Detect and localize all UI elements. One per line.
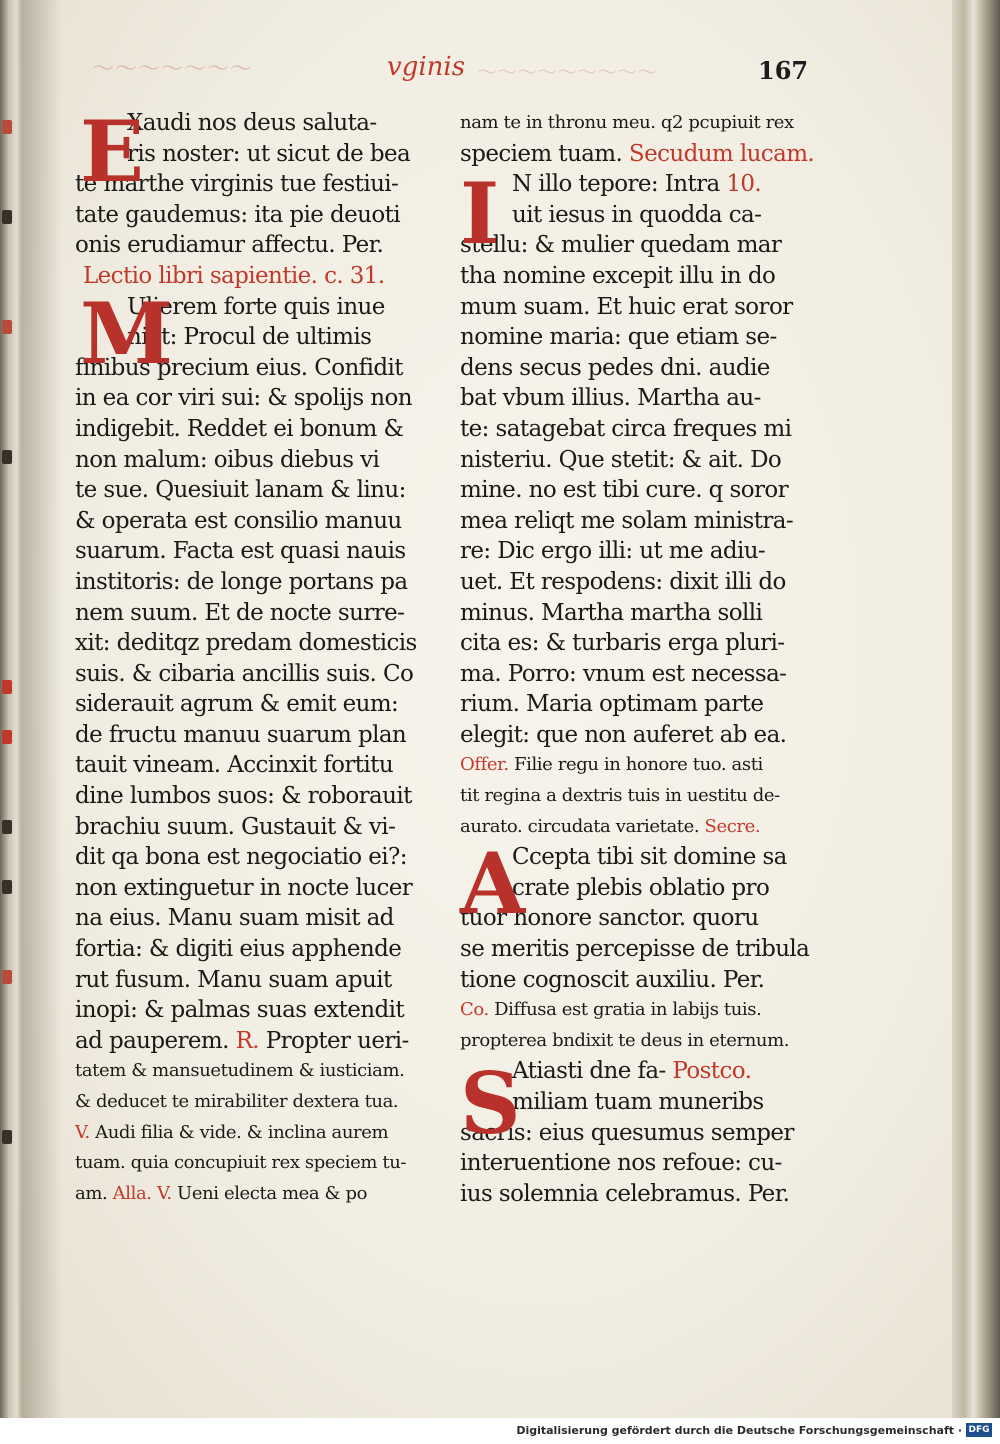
text-line: Co. Diffusa est gratia in labijs tuis. [460, 999, 762, 1021]
text-line: nam te in thronu meu. q2 pcupiuit rex [460, 112, 794, 133]
text-line: institoris: de longe portans pa [75, 568, 408, 595]
text-line: interuentione nos refoue: cu- [460, 1150, 782, 1177]
text-line: tatem & mansuetudinem & iusticiam. [75, 1060, 405, 1082]
left-page-rubric-marks [2, 120, 18, 1270]
header-bleed-through: 〜〜〜〜〜〜〜 [92, 57, 254, 82]
text-line: in ea cor viri sui: & spolijs non [75, 385, 412, 412]
text-line: minus. Martha martha solli [460, 599, 763, 626]
text-line: suarum. Facta est quasi nauis [75, 538, 406, 565]
text-line: tauit vineam. Accinxit fortitu [75, 752, 394, 779]
text-line: Xaudi nos deus saluta- [127, 110, 377, 136]
text-line: indigebit. Reddet ei bonum & [75, 415, 404, 442]
text-line: aurato. circudata varietate. Secre. [460, 815, 761, 837]
text-line: Atiasti dne fa- Postco. [512, 1058, 752, 1085]
rubric-heading: Lectio libri sapientie. c. 31. [83, 262, 385, 289]
text-line: xit: deditqz predam domesticis [75, 630, 417, 657]
text-line: elegit: que non auferet ab ea. [460, 721, 787, 748]
text-line: ma. Porro: vnum est necessa- [460, 660, 787, 687]
text-line: Ccepta tibi sit domine sa [512, 844, 787, 871]
right-text-column [460, 108, 830, 1209]
left-text-column [75, 102, 435, 1209]
text-line: tuor honore sanctor. quoru [460, 905, 759, 932]
text-line: nomine maria: que etiam se- [460, 324, 777, 351]
text-line: uet. Et respodens: dixit illi do [460, 568, 786, 595]
text-line: se meritis percepisse de tribula [460, 936, 810, 963]
header-bleed-through-right: 〜〜〜〜〜〜〜〜〜 [477, 60, 657, 84]
decorated-initial: E [80, 102, 145, 201]
text-line: non extinguetur in nocte lucer [75, 874, 413, 901]
decorated-initial: A [460, 834, 526, 933]
text-line: ris noster: ut sicut de bea [127, 140, 411, 167]
decorated-initial: M [80, 284, 173, 383]
text-line: onis erudiamur affectu. Per. [75, 232, 384, 259]
text-line: ad pauperem. R. Propter ueri- [75, 1027, 409, 1054]
text-line: stellu: & mulier quedam mar [460, 232, 782, 259]
text-line: na eius. Manu suam misit ad [75, 905, 394, 932]
dfg-logo-icon: DFG [966, 1423, 992, 1437]
text-line: siderauit agrum & emit eum: [75, 691, 399, 718]
text-line: tha nomine excepit illu in do [460, 262, 776, 289]
footer-credit: Digitalisierung gefördert durch die Deutsche Forschungsgemeinschaft · [516, 1424, 962, 1437]
gutter-shadow [22, 0, 62, 1418]
text-line: dine lumbos suos: & roborauit [75, 783, 412, 810]
page-number: 167 [758, 56, 809, 85]
text-line: te marthe virginis tue festiui- [75, 171, 399, 198]
text-line: suis. & cibaria ancillis suis. Co [75, 660, 414, 687]
text-line: rut fusum. Manu suam apuit [75, 966, 392, 993]
text-line: tate gaudemus: ita pie deuoti [75, 201, 401, 228]
text-line: de fructu manuu suarum plan [75, 721, 407, 748]
text-line: tione cognoscit auxiliu. Per. [460, 966, 765, 993]
text-line: tit regina a dextris tuis in uestitu de- [460, 785, 780, 807]
text-line: brachiu suum. Gustauit & vi- [75, 813, 396, 840]
book-page [22, 0, 954, 1418]
text-line: bat vbum illius. Martha au- [460, 385, 761, 412]
decorated-initial: S [460, 1054, 521, 1153]
text-line: non malum: oibus diebus vi [75, 446, 380, 473]
text-line: fortia: & digiti eius apphende [75, 936, 402, 963]
text-line: te sue. Quesiuit lanam & linu: [75, 477, 406, 504]
text-line: nisteriu. Que stetit: & ait. Do [460, 446, 782, 473]
text-line: & deducet te mirabiliter dextera tua. [75, 1091, 399, 1112]
text-line: sacris: eius quesumus semper [460, 1119, 794, 1146]
text-line: dens secus pedes dni. audie [460, 354, 770, 381]
text-line: cita es: & turbaris erga pluri- [460, 630, 785, 657]
running-header-title: vginis [387, 52, 466, 82]
text-line: te: satagebat circa freques mi [460, 415, 792, 442]
text-line: speciem tuam. Secudum lucam. [460, 140, 815, 167]
text-line: mine. no est tibi cure. q soror [460, 477, 788, 504]
decorated-initial: I [460, 164, 500, 263]
text-line: V. Audi filia & vide. & inclina aurem [75, 1121, 389, 1143]
footer-bar [0, 1418, 1000, 1444]
text-line: nem suum. Et de nocte surre- [75, 599, 405, 626]
text-line: propterea bndixit te deus in eternum. [460, 1029, 790, 1051]
text-line: N illo tepore: Intra 10. [512, 171, 762, 198]
text-line: miliam tuam muneribs [512, 1089, 764, 1115]
right-page-edge [952, 0, 1000, 1418]
text-line: tuam. quia concupiuit rex speciem tu- [75, 1152, 407, 1174]
text-line: mea reliqt me solam ministra- [460, 507, 794, 534]
text-line: am. Alla. V. Ueni electa mea & po [75, 1182, 368, 1204]
text-line: niet: Procul de ultimis [127, 324, 372, 351]
text-line: rium. Maria optimam parte [460, 691, 764, 718]
text-line: uit iesus in quodda ca- [512, 201, 762, 228]
text-line: finibus precium eius. Confidit [75, 354, 403, 381]
text-line: Offer. Filie regu in honore tuo. asti [460, 754, 763, 776]
text-line: crate plebis oblatio pro [512, 874, 770, 901]
text-line: re: Dic ergo illi: ut me adiu- [460, 538, 766, 565]
text-line: ius solemnia celebramus. Per. [460, 1180, 790, 1207]
text-line: mum suam. Et huic erat soror [460, 293, 793, 320]
text-line: & operata est consilio manuu [75, 507, 402, 534]
text-line: dit qa bona est negociatio ei?: [75, 844, 407, 871]
text-line: Ulierem forte quis inue [127, 293, 385, 320]
left-page-edge [0, 0, 22, 1418]
text-line: inopi: & palmas suas extendit [75, 997, 404, 1024]
